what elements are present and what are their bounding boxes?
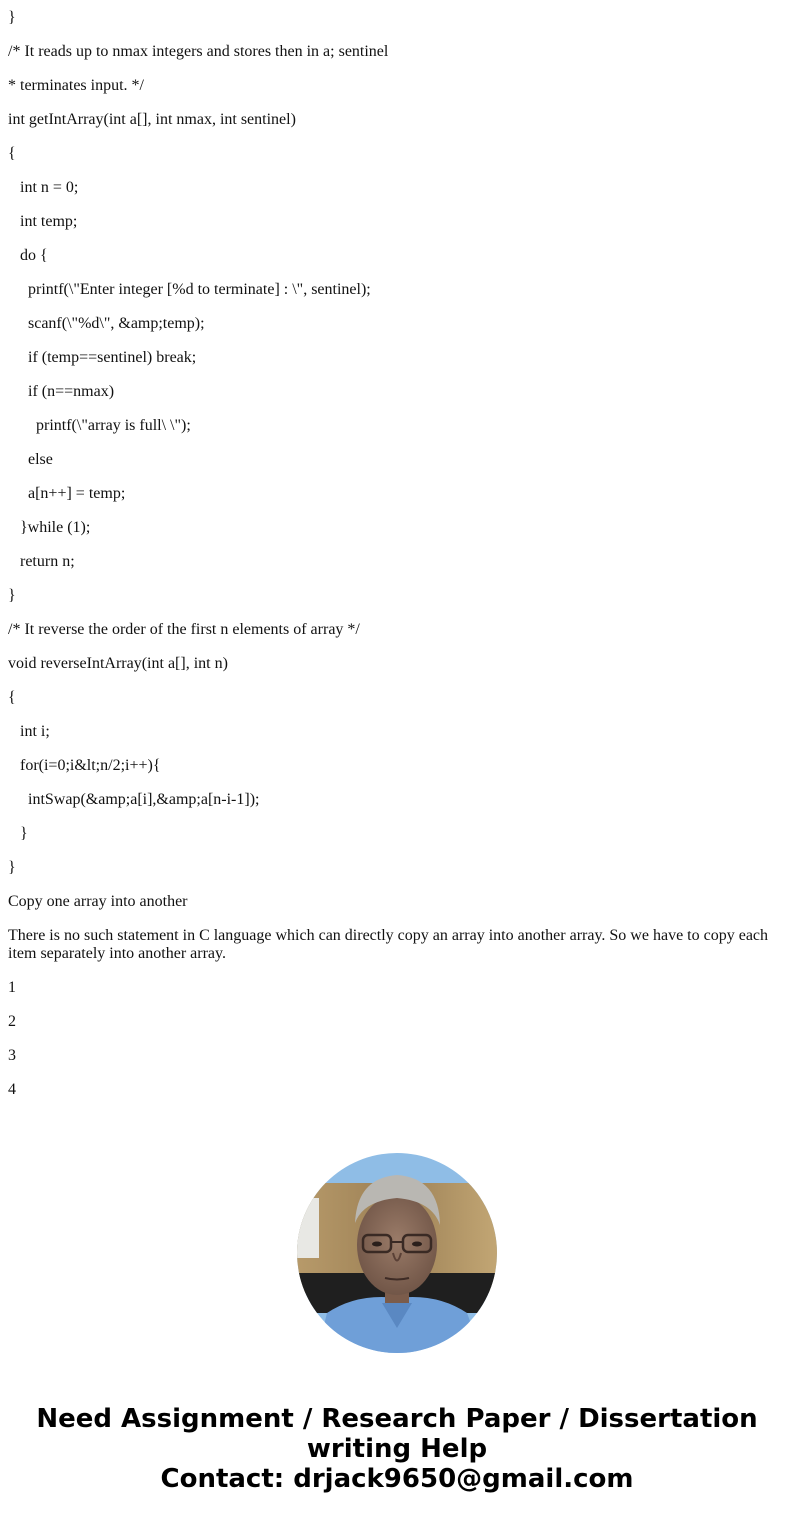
line-number: 1 (8, 979, 16, 996)
code-line: return n; (8, 553, 75, 570)
code-line: void reverseIntArray(int a[], int n) (8, 655, 228, 672)
promo-banner (0, 1404, 794, 1494)
promo-line-1: Need Assignment / Research Paper / Dissertation (36, 1404, 758, 1434)
line-number: 2 (8, 1013, 16, 1030)
code-line: int temp; (8, 213, 78, 230)
code-line: for(i=0;i&lt;n/2;i++){ (8, 757, 161, 774)
code-line: a[n++] = temp; (8, 485, 126, 502)
code-line: int i; (8, 723, 50, 740)
code-line: }while (1); (8, 519, 91, 536)
code-line: printf(\"Enter integer [%d to terminate] : \", sentinel); (8, 281, 371, 298)
document-body (8, 0, 786, 1115)
code-line: } (8, 587, 16, 604)
code-line: int n = 0; (8, 179, 79, 196)
code-comment: * terminates input. */ (8, 77, 144, 94)
author-photo-icon (297, 1153, 497, 1353)
line-number: 3 (8, 1047, 16, 1064)
promo-line-2: writing Help (306, 1434, 488, 1464)
line-number: 4 (8, 1081, 16, 1098)
code-line: scanf(\"%d\", &amp;temp); (8, 315, 205, 332)
code-line: if (temp==sentinel) break; (8, 349, 197, 366)
code-line: printf(\"array is full\ \"); (8, 417, 191, 434)
code-line: } (8, 9, 16, 26)
author-avatar (297, 1153, 497, 1353)
code-line: do { (8, 247, 48, 264)
code-line: intSwap(&amp;a[i],&amp;a[n-i-1]); (8, 791, 260, 808)
body-paragraph: There is no such statement in C language which can directly copy an array into another array. So we have to copy each item separately into another array. (8, 927, 769, 962)
code-line: { (8, 689, 16, 706)
code-line: if (n==nmax) (8, 383, 115, 400)
code-line: } (8, 825, 28, 842)
code-line: int getIntArray(int a[], int nmax, int sentinel) (8, 111, 296, 128)
promo-contact: Contact: drjack9650@gmail.com (160, 1464, 634, 1494)
code-line: } (8, 859, 16, 876)
code-line: else (8, 451, 53, 468)
code-comment: /* It reads up to nmax integers and stores then in a; sentinel (8, 43, 389, 60)
code-line: { (8, 145, 16, 162)
code-comment: /* It reverse the order of the first n elements of array */ (8, 621, 360, 638)
section-heading: Copy one array into another (8, 893, 188, 910)
